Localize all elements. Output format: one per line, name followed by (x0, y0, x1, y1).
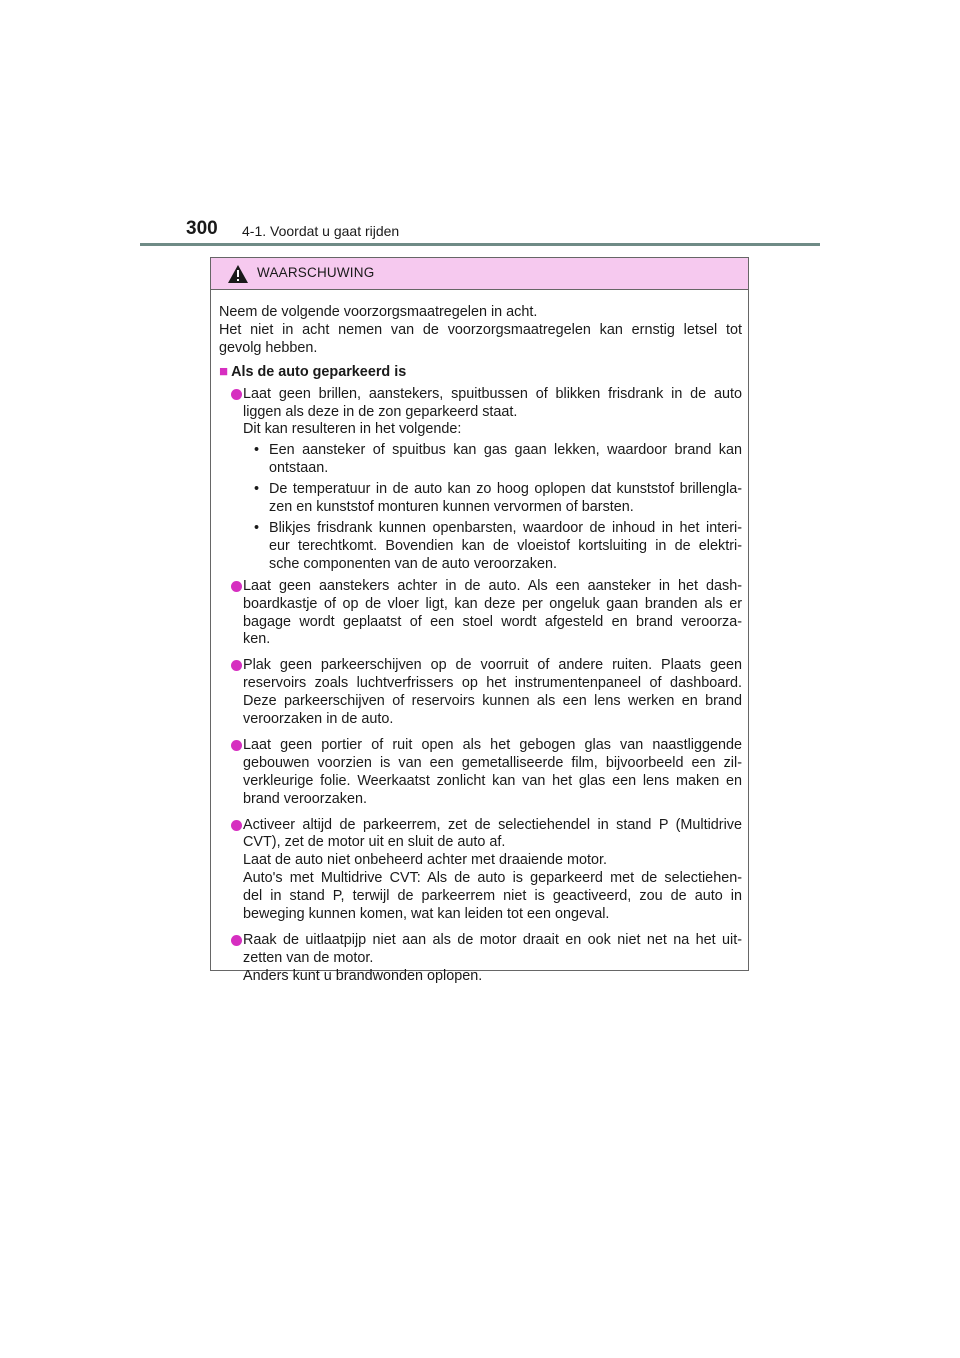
section-title: 4-1. Voordat u gaat rijden (242, 223, 400, 239)
item-line: liggen als deze in de zon geparkeerd staat. (243, 403, 518, 420)
sub-line: De temperatuur in de auto kan zo hoog oplopen dat kunststof brillengla- (269, 481, 742, 498)
item-line: Laat geen portier of ruit open als het gebogen glas van naastliggende (243, 736, 742, 753)
bullet-icon (231, 660, 242, 671)
bullet-icon (231, 740, 242, 751)
item-line: Activeer altijd de parkeerrem, zet de selectiehendel in stand P (Multidrive (243, 816, 742, 833)
item-line: reservoirs zoals luchtverfrissers op het instrumentenpaneel of dashboard. (243, 675, 742, 692)
bullet-icon (231, 389, 242, 400)
item-line: CVT), zet de motor uit en sluit de auto af. (243, 834, 506, 851)
sub-line: eur terechtkomt. Bovendien kan de vloeistof kortsluiting in de elektri- (269, 537, 742, 554)
sub-line: Een aansteker of spuitbus kan gas gaan lekken, waardoor brand kan (269, 442, 742, 459)
intro-line: Neem de volgende voorzorgsmaatregelen in acht. (219, 304, 538, 320)
heading-text: Als de auto geparkeerd is (231, 363, 407, 380)
item-line: bagage wordt geplaatst of een stoel wordt afgesteld en brand veroorza- (243, 613, 742, 630)
intro-line: gevolg hebben. (219, 339, 318, 356)
item-line: Laat geen aanstekers achter in de auto. Als een aansteker in het dash- (243, 577, 742, 594)
sub-item (243, 481, 742, 517)
bullet-icon (231, 581, 242, 592)
item-line: boardkastje of op de vloer ligt, kan deze per ongeluk gaan branden als er (243, 595, 742, 612)
bullet-icon (231, 935, 242, 946)
warning-item (219, 737, 742, 809)
sub-line: Blikjes frisdrank kunnen openbarsten, waardoor de inhoud in het interi- (269, 519, 742, 536)
item-line: gebouwen voorzien is van een gemetalliseerde film, bijvoorbeeld een zil- (243, 754, 742, 771)
item-line: Deze parkeerschijven of reservoirs kunnen als een lens werken en brand (243, 693, 742, 710)
warning-body (211, 290, 748, 986)
item-line: Auto's met Multidrive CVT: Als de auto is geparkeerd met de selectiehen- (243, 870, 742, 887)
warning-item (219, 932, 742, 986)
warning-box (210, 257, 749, 984)
item-line: Raak de uitlaatpijp niet aan als de motor draait en ook niet net na het uit- (243, 932, 742, 948)
warning-item (219, 578, 742, 650)
item-line: Dit kan resulteren in het volgende: (243, 421, 462, 438)
warning-item (219, 657, 742, 729)
item-line: verkleurige folie. Weerkaatst zonlicht kan van het glas een lens maken en (243, 772, 742, 789)
item-line: beweging kunnen komen, wat kan leiden tot een ongeval. (243, 906, 610, 923)
sub-bullet-icon: • (254, 519, 260, 536)
item-line: del in stand P, terwijl de parkeerrem niet is geactiveerd, zou de auto in (243, 888, 742, 905)
sub-line: ontstaan. (269, 460, 329, 477)
page-number: 300 (186, 218, 218, 239)
warning-header (211, 258, 748, 290)
item-line: ken. (243, 631, 271, 648)
warning-item (219, 817, 742, 924)
sub-line: zen en kunststof monturen kunnen vervormen of barsten. (269, 499, 634, 516)
sub-bullet-icon: • (254, 481, 260, 498)
square-bullet-icon: ■ (219, 362, 229, 380)
item-line: Laat geen brillen, aanstekers, spuitbussen of blikken frisdrank in de auto (243, 385, 742, 402)
sub-item (243, 520, 742, 574)
item-line: zetten van de motor. (243, 949, 374, 966)
warning-title: WAARSCHUWING (257, 265, 375, 280)
warning-triangle-icon (227, 264, 249, 284)
section-heading (219, 363, 742, 382)
warning-item (219, 386, 742, 574)
sub-line: sche componenten van de auto veroorzaken. (269, 555, 558, 572)
intro-line: Het niet in acht nemen van de voorzorgsmaatregelen kan ernstig letsel tot (219, 321, 742, 338)
item-line: Plak geen parkeerschijven op de voorruit of andere ruiten. Plaats geen (243, 657, 742, 674)
item-line: veroorzaken in de auto. (243, 711, 394, 728)
sub-item (243, 442, 742, 478)
bullet-icon (231, 820, 242, 831)
item-line: brand veroorzaken. (243, 790, 367, 807)
sub-bullet-icon: • (254, 442, 260, 459)
item-line: Laat de auto niet onbeheerd achter met draaiende motor. (243, 852, 608, 869)
item-line: Anders kunt u brandwonden oplopen. (243, 967, 483, 984)
header-rule (140, 243, 820, 246)
